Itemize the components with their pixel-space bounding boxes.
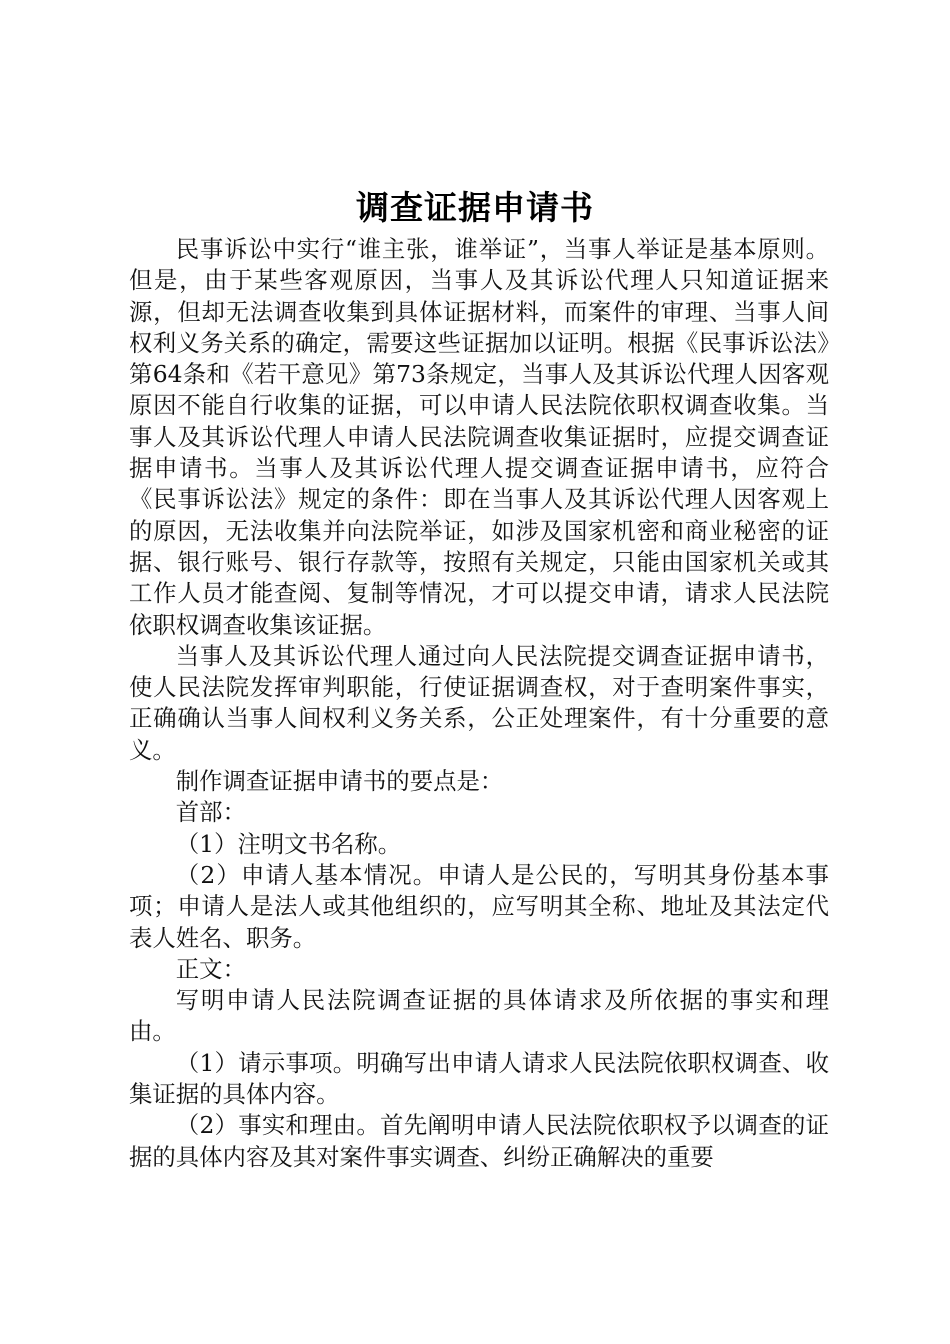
paragraph-body-item-1: （1）请示事项。明确写出申请人请求人民法院依职权调查、收集证据的具体内容。 — [129, 1048, 829, 1109]
heading-body-section: 正文： — [175, 954, 246, 983]
paragraph-intro: 民事诉讼中实行“谁主张，谁举证”，当事人举证是基本原则。但是，由于某些客观原因，当事人及其诉讼代理人只知道证据来源，但却无法调查收集到具体证据材料，而案件的审理、当事人间权利义务关系的确定，需要这些证据加以证明。根据《民事诉讼法》第64条和《若干意见》第73条规定，当事人及其诉讼代理人因客观原因不能自行收集的证据，可以申请人民法院依职权调查收集。当事人及其诉讼代理人申请人民法院调查收集证据时，应提交调查证据申请书。当事人及其诉讼代理人提交调查证据申请书，应符合《民事诉讼法》规定的条件：即在当事人及其诉讼代理人因客观上的原因，无法收集并向法院举证，如涉及国家机密和商业秘密的证据、银行账号、银行存款等，按照有关规定，只能由国家机关或其工作人员才能查阅、复制等情况，才可以提交申请，请求人民法院依职权调查收集该证据。 — [129, 235, 829, 639]
paragraph-head-item-1: （1）注明文书名称。 — [175, 829, 402, 858]
paragraph-key-points: 制作调查证据申请书的要点是： — [175, 767, 504, 796]
paragraph-body-item-2: （2）事实和理由。首先阐明申请人民法院依职权予以调查的证据的具体内容及其对案件事实调查、纠纷正确解决的重要 — [129, 1111, 829, 1171]
paragraph-head-item-2: （2）申请人基本情况。申请人是公民的，写明其身份基本事项；申请人是法人或其他组织的，应写明其全称、地址及其法定代表人姓名、职务。 — [129, 860, 829, 952]
document-body — [129, 234, 829, 1173]
heading-head-section: 首部： — [175, 798, 246, 827]
paragraph-significance: 当事人及其诉讼代理人通过向人民法院提交调查证据申请书，使人民法院发挥审判职能，行使证据调查权，对于查明案件事实，正确确认当事人间权利义务关系，公正处理案件，有十分重要的意义。 — [129, 641, 829, 764]
document-title: 调查证据申请书 — [356, 188, 594, 227]
paragraph-body-intro: 写明申请人民法院调查证据的具体请求及所依据的事实和理由。 — [129, 986, 829, 1046]
